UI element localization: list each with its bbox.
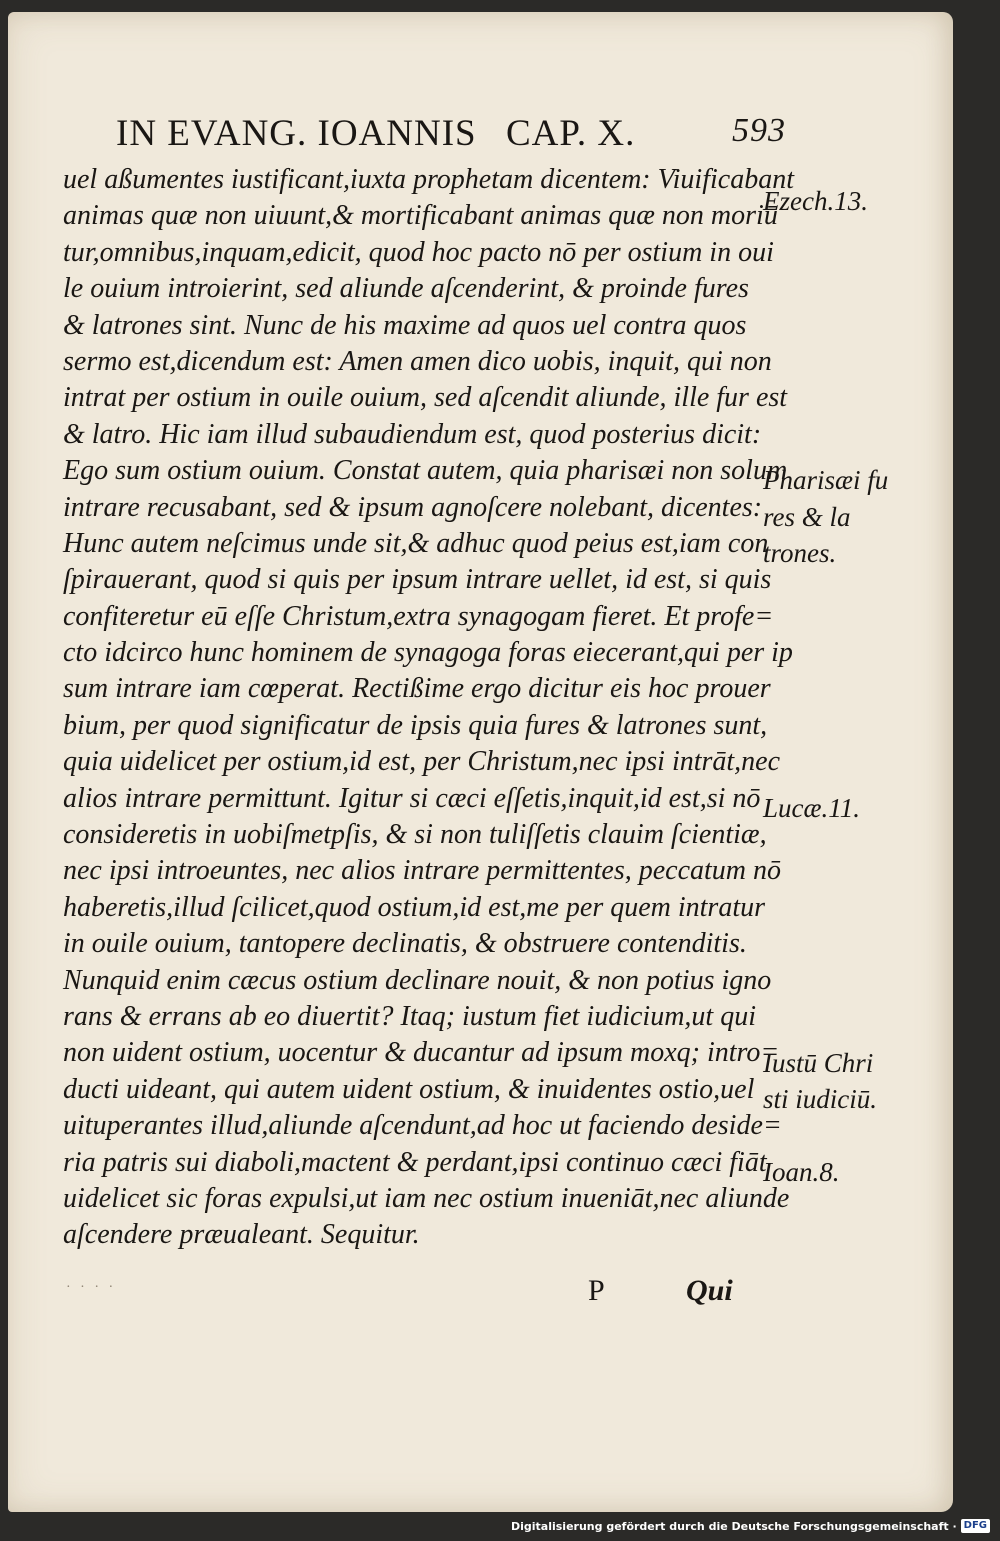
text-line: nec ipsi introeuntes, nec alios intrare permittentes, peccatum nō: [63, 855, 782, 887]
margin-note-pharisaei-line3: trones.: [763, 538, 837, 568]
text-line: in ouile ouium, tantopere declinatis, & obstruere contenditis.: [63, 928, 747, 960]
text-line: & latro. Hic iam illud subaudiendum est, quod posterius dicit:: [63, 418, 762, 450]
text-line: animas quæ non uiuunt,& mortificabant animas quæ non moriū: [63, 200, 778, 232]
running-header: [116, 112, 786, 154]
text-line: tur,omnibus,inquam,edicit, quod hoc pacto nō per ostium in oui: [63, 236, 774, 268]
dfg-logo-icon: DFG: [961, 1519, 990, 1533]
digitization-credit: Digitalisierung gefördert durch die Deutsche Forschungsgemeinschaft ·: [510, 1519, 957, 1533]
text-line: rans & errans ab eo diuertit? Itaq; iustum fiet iudicium,ut qui: [63, 1000, 756, 1032]
text-line: confiteretur eū eſſe Christum,extra synagogam fieret. Et profe=: [63, 600, 774, 632]
margin-note-iustum-line2: sti iudiciū.: [763, 1084, 877, 1114]
text-line: sermo est,dicendum est: Amen amen dico uobis, inquit, qui non: [63, 345, 772, 377]
paper-page: [8, 12, 953, 1512]
margin-note-lucae: Lucæ.11.: [763, 793, 861, 823]
text-line: Ego sum ostium ouium. Constat autem, quia pharisæi non solum: [63, 455, 788, 487]
text-line: uel aßumentes iustificant,iuxta prophetam dicentem: Viuificabant: [63, 164, 794, 195]
digitization-footer: [511, 1517, 990, 1535]
catchword: Qui: [686, 1274, 733, 1307]
text-line: aſcendere præualeant. Sequitur.: [63, 1219, 420, 1251]
page-number: 593: [732, 112, 786, 149]
text-line: ria patris sui diaboli,mactent & perdant,ipsi continuo cæci fiāt: [63, 1146, 767, 1178]
text-line: ducti uideant, qui autem uident ostium, & inuidentes ostio,uel: [63, 1073, 755, 1105]
text-line: bium, per quod significatur de ipsis quia fures & latrones sunt,: [63, 709, 768, 741]
text-line: quia uidelicet per ostium,id est, per Christum,nec ipsi intrāt,nec: [63, 746, 781, 778]
faint-marks: · · · ·: [66, 1280, 117, 1295]
text-line: & latrones sint. Nunc de his maxime ad quos uel contra quos: [63, 309, 747, 341]
running-title: IN EVANG. IOANNIS: [116, 113, 477, 154]
signature-mark: P: [588, 1274, 605, 1307]
margin-note-ioan: Ioan.8.: [763, 1157, 840, 1187]
margin-note-ezech: Ezech.13.: [763, 186, 868, 216]
text-line: le ouium introierint, sed aliunde aſcenderint, & proinde fures: [63, 273, 749, 305]
body-text: [63, 162, 794, 1254]
text-line: intrare recusabant, sed & ipsum agnoſcere nolebant, dicentes:: [63, 491, 763, 523]
chapter-heading: CAP. X.: [506, 113, 636, 154]
text-line: uituperantes illud,aliunde aſcendunt,ad hoc ut faciendo deside=: [63, 1110, 782, 1142]
margin-note-iustum-line1: Iustū Chri: [763, 1048, 874, 1078]
margin-note-pharisaei-line2: res & la: [763, 502, 851, 532]
text-line: uidelicet sic foras expulsi,ut iam nec ostium inueniāt,nec aliunde: [63, 1182, 790, 1214]
text-line: non uident ostium, uocentur & ducantur ad ipsum moxq; intro=: [63, 1037, 780, 1069]
text-line: consideretis in uobiſmetpſis, & si non tuliſſetis clauim ſcientiæ,: [63, 819, 767, 851]
text-line: intrat per ostium in ouile ouium, sed aſcendit aliunde, ille fur est: [63, 382, 788, 414]
text-line: sum intrare iam cœperat. Rectißime ergo dicitur eis hoc prouer: [63, 673, 771, 705]
text-line: haberetis,illud ſcilicet,quod ostium,id est,me per quem intratur: [63, 891, 765, 923]
margin-note-pharisaei-line1: Pharisæi fu: [763, 465, 889, 495]
text-line: alios intrare permittunt. Igitur si cæci eſſetis,inquit,id est,si nō: [63, 782, 761, 814]
text-line: cto idcirco hunc hominem de synagoga foras eiecerant,qui per ip: [63, 637, 793, 669]
text-line: Nunquid enim cæcus ostium declinare nouit, & non potius igno: [63, 964, 772, 996]
text-line: Hunc autem neſcimus unde sit,& adhuc quod peius est,iam con: [63, 527, 769, 559]
catchword-line: [588, 1274, 788, 1314]
text-line: ſpirauerant, quod si quis per ipsum intrare uellet, id est, si quis: [63, 564, 772, 596]
